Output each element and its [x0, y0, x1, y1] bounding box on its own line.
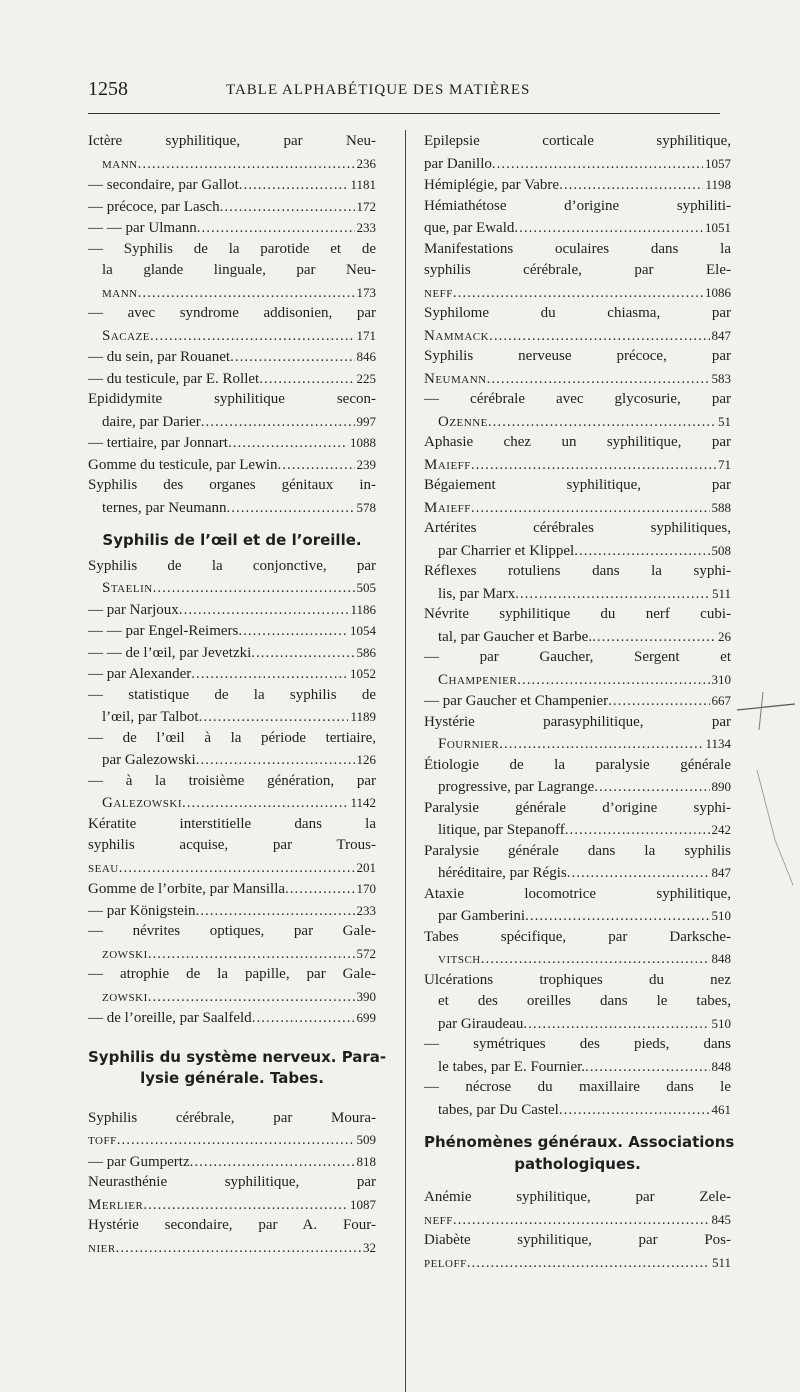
index-entry: Hémiplégie, par Vabre ..... 1198 — [424, 174, 731, 196]
index-entry: Staelin ..... 505 — [88, 577, 376, 599]
entry-line: — par Gaucher, Sergent et — [424, 649, 731, 665]
index-entry: — secondaire, par Gallot ..... 1181 — [88, 174, 376, 196]
entry-line: Étiologie de la paralysie générale — [424, 756, 731, 773]
entry-line: Diabète syphilitique, par Pos- — [424, 1232, 731, 1248]
index-entry: mann ..... 236 — [88, 153, 376, 175]
index-entry: — par Gaucher et Champenier ..... 667 — [424, 690, 731, 712]
index-entry: — par Alexander ..... 1052 — [88, 663, 376, 685]
index-entry: Gomme du testicule, par Lewin ..... 239 — [88, 454, 376, 476]
index-entry: neff ..... 845 — [424, 1209, 731, 1231]
index-entry: Maieff ..... 71 — [424, 454, 731, 476]
index-entry: peloff ..... 511 — [424, 1252, 731, 1274]
index-entry: — — par Ulmann ..... 233 — [88, 217, 376, 239]
entry-line: Tabes spécifique, par Darksche- — [424, 928, 731, 945]
page-ref: 511 — [711, 585, 731, 601]
entry-line: Epididymite syphilitique secon- — [88, 391, 376, 407]
index-entry: — de l’oreille, par Saalfeld ..... 699 — [88, 1007, 376, 1029]
entry-line: Bégaiement syphilitique, par — [424, 477, 731, 493]
entry-line: Réflexes rotuliens dans la syphi- — [424, 563, 731, 579]
page-ref: 1198 — [705, 177, 731, 192]
page-ref: 997 — [356, 413, 376, 429]
page-ref: 239 — [356, 456, 376, 472]
page-ref: 818 — [356, 1153, 376, 1169]
entry-line: — statistique de la syphilis de — [88, 686, 376, 703]
index-entry: daire, par Darier ..... 997 — [88, 411, 376, 433]
page-ref: 510 — [711, 908, 731, 923]
index-entry: tal, par Gaucher et Barbe. ..... 26 — [424, 626, 731, 648]
index-entry: Maieff ..... 588 — [424, 497, 731, 519]
entry-line: syphilis cérébrale, par Ele- — [424, 262, 731, 278]
page-ref: 233 — [356, 220, 376, 235]
page-ref: 845 — [711, 1211, 731, 1227]
page-ref: 242 — [711, 822, 731, 837]
index-entry: Ozenne ..... 51 — [424, 411, 731, 433]
page-ref: 588 — [711, 499, 731, 515]
entry-line: Paralysie générale dans la syphilis — [424, 842, 731, 859]
page-ref: 1087 — [350, 1196, 376, 1212]
section-heading: Phénomènes généraux. Associations — [424, 1133, 735, 1151]
entry-line: — cérébrale avec glycosurie, par — [424, 391, 731, 407]
index-entry: Fournier ..... 1134 — [424, 733, 731, 755]
section-heading: lysie générale. Tabes. — [140, 1069, 324, 1087]
entry-line: Manifestations oculaires dans la — [424, 240, 731, 257]
page-ref: 586 — [356, 644, 376, 660]
page-ref: 201 — [356, 859, 376, 875]
index-entry: par Danillo ..... 1057 — [424, 153, 731, 175]
page-ref: 1057 — [705, 155, 731, 171]
index-entry: Sacaze ..... 171 — [88, 325, 376, 347]
page-ref: 890 — [711, 779, 731, 794]
page-ref: 461 — [711, 1101, 731, 1117]
page-ref: 699 — [356, 1010, 376, 1025]
page-ref: 1088 — [350, 435, 376, 450]
page-ref: 126 — [356, 752, 376, 767]
entry-line: Syphilis de la conjonctive, par — [88, 557, 376, 574]
index-entry: Champenier ..... 310 — [424, 669, 731, 691]
page-ref: 1181 — [350, 177, 376, 192]
page-ref: 71 — [718, 456, 731, 472]
page-ref: 26 — [718, 628, 731, 644]
column-divider — [405, 130, 406, 1392]
index-entry: zowski ..... 390 — [88, 986, 376, 1008]
page-ref: 847 — [711, 865, 731, 880]
index-entry: lis, par Marx ..... 511 — [424, 583, 731, 605]
entry-line: Névrite syphilitique du nerf cubi- — [424, 606, 731, 622]
page-ref: 236 — [356, 155, 376, 171]
entry-line: — de l’œil à la période tertiaire, — [88, 729, 376, 746]
entry-line: Hystérie parasyphilitique, par — [424, 713, 731, 730]
entry-line: Ictère syphilitique, par Neu- — [88, 133, 376, 149]
index-entry: — du sein, par Rouanet ..... 846 — [88, 346, 376, 368]
entry-line: — névrites optiques, par Gale- — [88, 923, 376, 939]
index-entry: — tertiaire, par Jonnart ..... 1088 — [88, 432, 376, 454]
running-header — [88, 72, 720, 108]
index-entry: tabes, par Du Castel ..... 461 — [424, 1099, 731, 1121]
index-entry: — — par Engel-Reimers ..... 1054 — [88, 620, 376, 642]
entry-line: Hémiathétose d’origine syphiliti- — [424, 197, 731, 214]
entry-line: Ataxie locomotrice syphilitique, — [424, 885, 731, 902]
entry-line: Syphilis cérébrale, par Moura- — [88, 1109, 376, 1126]
index-entry: — du testicule, par E. Rollet ..... 225 — [88, 368, 376, 390]
page-ref: 170 — [356, 881, 376, 896]
page-ref: 1142 — [350, 795, 376, 810]
index-entry: — — de l’œil, par Jevetzki ..... 586 — [88, 642, 376, 664]
entry-line: Epilepsie corticale syphilitique, — [424, 133, 731, 149]
index-entry: vitsch ..... 848 — [424, 948, 731, 970]
page-ref: 225 — [356, 370, 376, 386]
index-entry: nier ..... 32 — [88, 1237, 376, 1259]
page-ref: 310 — [711, 671, 731, 687]
entry-line: la glande linguale, par Neu- — [102, 262, 376, 278]
index-entry: — par Königstein ..... 233 — [88, 900, 376, 922]
index-entry: mann ..... 173 — [88, 282, 376, 304]
page-ref: 508 — [711, 542, 731, 558]
pencil-mark — [735, 690, 797, 890]
running-title: TABLE ALPHABÉTIQUE DES MATIÈRES — [226, 82, 531, 98]
index-entry: neff ..... 1086 — [424, 282, 731, 304]
page-ref: 511 — [711, 1254, 731, 1270]
header-rule — [88, 113, 720, 114]
page-ref: 583 — [711, 370, 731, 386]
entry-line: Syphilis des organes génitaux in- — [88, 477, 376, 493]
page-ref: 1189 — [350, 709, 376, 724]
page-ref: 171 — [356, 327, 376, 343]
page-number: 1258 — [88, 78, 128, 100]
entry-line: Anémie syphilitique, par Zele- — [424, 1189, 731, 1205]
entry-line: Syphilis nerveuse précoce, par — [424, 348, 731, 364]
page-ref: 578 — [356, 499, 376, 515]
page-ref: 848 — [711, 1058, 731, 1074]
page-ref: 173 — [356, 284, 376, 300]
index-entry: litique, par Stepanoff ..... 242 — [424, 819, 731, 841]
page-ref: 509 — [356, 1132, 376, 1147]
page-ref: 846 — [356, 349, 376, 364]
index-entry: par Gamberini ..... 510 — [424, 905, 731, 927]
index-entry: le tabes, par E. Fournier. ..... 848 — [424, 1056, 731, 1078]
page-ref: 172 — [356, 198, 376, 214]
index-entry: par Charrier et Klippel ..... 508 — [424, 540, 731, 562]
right-column — [424, 131, 735, 1273]
page-ref: 847 — [711, 327, 731, 343]
entry-line: Syphilome du chiasma, par — [424, 305, 731, 321]
section-heading: Syphilis de l’œil et de l’oreille. — [102, 531, 362, 549]
index-entry: Neumann ..... 583 — [424, 368, 731, 390]
page-ref: 848 — [711, 951, 731, 966]
entry-line: Aphasie chez un syphilitique, par — [424, 434, 731, 450]
entry-line: Paralysie générale d’origine syphi- — [424, 799, 731, 816]
index-entry: — par Narjoux ..... 1186 — [88, 599, 376, 621]
entry-line: — Syphilis de la parotide et de — [88, 240, 376, 257]
index-entry: héréditaire, par Régis ..... 847 — [424, 862, 731, 884]
page-ref: 51 — [718, 413, 731, 429]
index-entry: — par Gumpertz ..... 818 — [88, 1151, 376, 1173]
index-entry: seau ..... 201 — [88, 857, 376, 879]
page-ref: 1054 — [350, 623, 376, 638]
index-entry: — précoce, par Lasch ..... 172 — [88, 196, 376, 218]
entry-line: Neurasthénie syphilitique, par — [88, 1174, 376, 1190]
left-column — [88, 131, 387, 1258]
section-heading: pathologiques. — [514, 1154, 641, 1173]
entry-line: — atrophie de la papille, par Gale- — [88, 966, 376, 982]
index-entry: par Galezowski ..... 126 — [88, 749, 376, 771]
index-entry: l’œil, par Talbot ..... 1189 — [88, 706, 376, 728]
page-ref: 505 — [356, 580, 376, 595]
entry-line: Hystérie secondaire, par A. Four- — [88, 1217, 376, 1233]
page-ref: 510 — [711, 1015, 731, 1031]
section-heading: Syphilis du système nerveux. Para- — [88, 1047, 387, 1066]
index-entry: zowski ..... 572 — [88, 943, 376, 965]
index-entry: progressive, par Lagrange ..... 890 — [424, 776, 731, 798]
index-entry: par Giraudeau ..... 510 — [424, 1013, 731, 1035]
index-entry: que, par Ewald ..... 1051 — [424, 217, 731, 239]
entry-line: — symétriques des pieds, dans — [424, 1036, 731, 1052]
index-entry: Galezowski ..... 1142 — [88, 792, 376, 814]
entry-line: Ulcérations trophiques du nez — [424, 971, 731, 988]
page-ref: 572 — [356, 945, 376, 961]
entry-line: — nécrose du maxillaire dans le — [424, 1079, 731, 1095]
entry-line: syphilis acquise, par Trous- — [88, 837, 376, 853]
index-entry: toff ..... 509 — [88, 1129, 376, 1151]
page-ref: 233 — [356, 902, 376, 918]
entry-line: — avec syndrome addisonien, par — [88, 305, 376, 321]
page-ref: 667 — [711, 693, 731, 708]
index-entry: Nammack ..... 847 — [424, 325, 731, 347]
page-ref: 1086 — [705, 284, 731, 300]
index-entry: Merlier ..... 1087 — [88, 1194, 376, 1216]
page-ref: 32 — [363, 1239, 376, 1255]
index-entry: ternes, par Neumann ..... 578 — [88, 497, 376, 519]
entry-line: et des oreilles dans le tabes, — [438, 993, 731, 1009]
page-ref: 1052 — [350, 666, 376, 681]
entry-line: — à la troisième génération, par — [88, 772, 376, 789]
page-ref: 1186 — [350, 601, 376, 617]
entry-line: Kératite interstitielle dans la — [88, 815, 376, 832]
page-ref: 1051 — [705, 220, 731, 235]
index-entry: Gomme de l’orbite, par Mansilla ..... 170 — [88, 878, 376, 900]
entry-line: Artérites cérébrales syphilitiques, — [424, 520, 731, 536]
page-ref: 390 — [356, 988, 376, 1004]
page-ref: 1134 — [705, 736, 731, 751]
